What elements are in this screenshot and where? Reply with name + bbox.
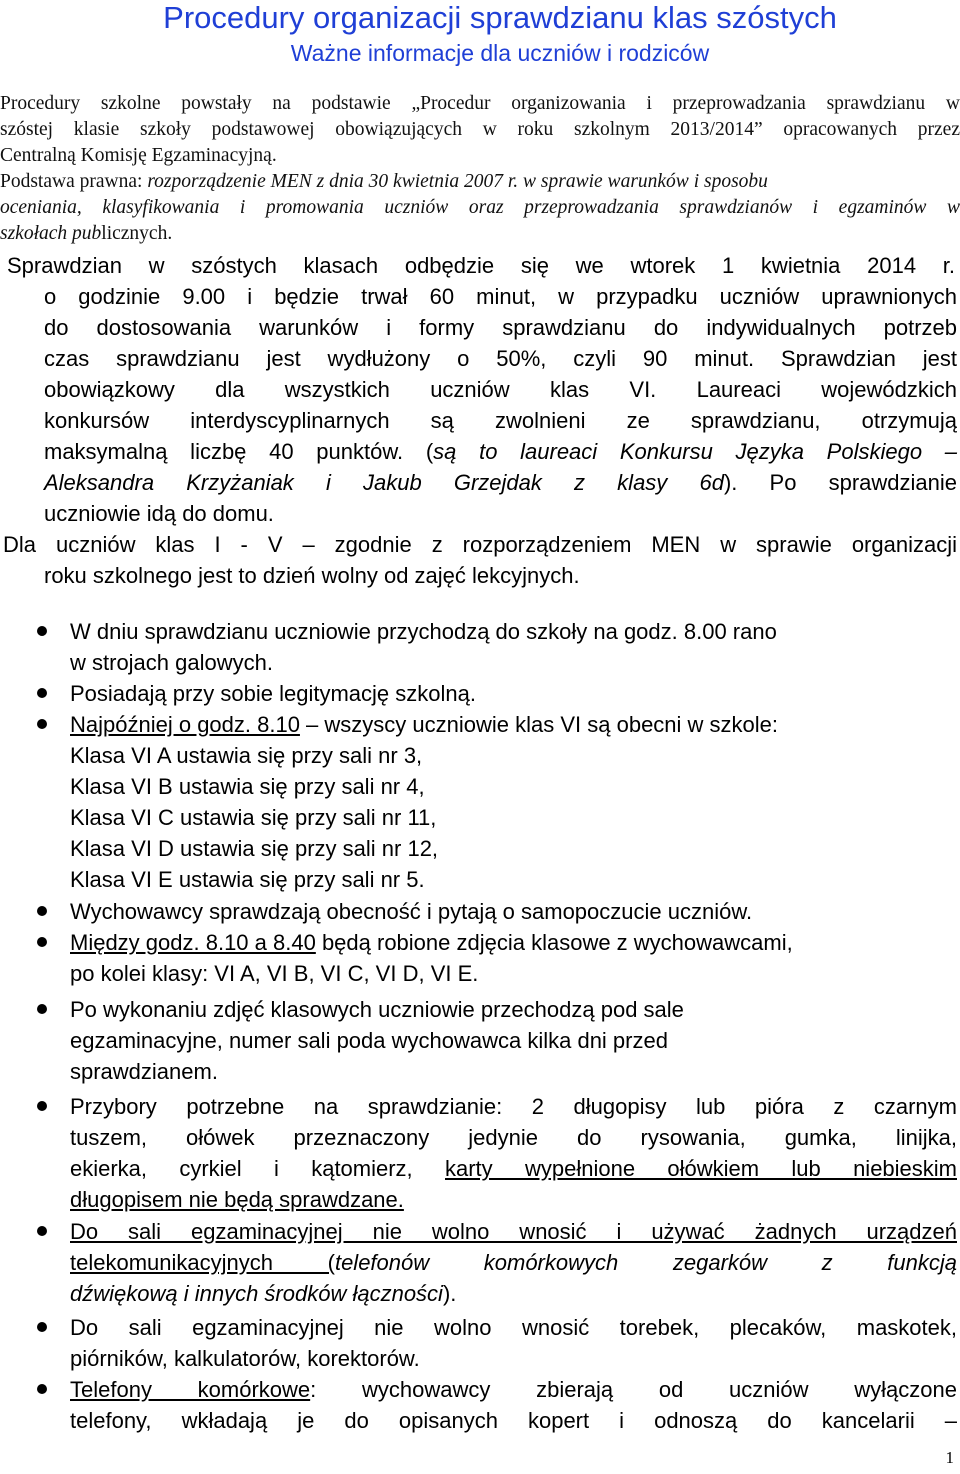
class-e-line: Klasa VI E ustawia się przy sali nr 5. [70, 867, 425, 892]
device-ban-2: telekomunikacyjnych ( [70, 1250, 335, 1275]
bullet-7-line-3 [70, 1153, 957, 1184]
bullet-1-dot [37, 626, 47, 636]
bullet-8-dot [37, 1226, 47, 1236]
bullet-6-line-1: Po wykonaniu zdjęć klasowych uczniowie przechodzą pod sale [70, 997, 684, 1022]
legal-basis-line-3 [0, 221, 960, 247]
legal-basis-line-1 [0, 169, 960, 195]
bullet-8-line-3 [70, 1278, 957, 1309]
laureates-names: Aleksandra Krzyżaniak i Jakub Grzejdak z klasy 6d [44, 470, 724, 495]
legal-basis-end: licznych. [101, 223, 173, 244]
bullet-10-line-1 [70, 1374, 957, 1405]
intro-line-3: Centralną Komisję Egzaminacyjną. [0, 145, 277, 166]
bullet-5-line-2: po kolei klasy: VI A, VI B, VI C, VI D, VI E. [70, 961, 479, 986]
class-b-line: Klasa VI B ustawia się przy sali nr 4, [70, 774, 425, 799]
legal-basis-text-3: szkołach pub [0, 223, 102, 244]
class-c-line: Klasa VI C ustawia się przy sali nr 11, [70, 805, 437, 830]
device-list: telefonów komórkowych zegarków z funkcją [334, 1250, 957, 1275]
bullet-2-dot [37, 688, 47, 698]
page-number: 1 [945, 1448, 954, 1467]
bullet-10-text: : wychowawcy zbierają od uczniów wyłączone [310, 1377, 957, 1402]
bullet-7-line-4 [70, 1184, 957, 1215]
bullet-6-line-3: sprawdzianem. [70, 1059, 218, 1084]
bullet-8-line-2 [70, 1247, 957, 1278]
device-list-2: dźwiękową i innych środków łączności [70, 1281, 443, 1306]
bullet-8-line-1 [70, 1216, 957, 1247]
bullet-7-text: ekierka, cyrkiel i kątomierz, [70, 1156, 445, 1181]
bullet-4-dot [37, 906, 47, 916]
main-line-8 [44, 467, 957, 498]
device-ban: Do sali egzaminacyjnej nie wolno wnosić i używać żadnych urządzeń [70, 1219, 957, 1244]
bullet-10-line-2: telefony, wkładają je do opisanych kopert i odnoszą do kancelarii – [70, 1408, 957, 1433]
bullet-6-dot [37, 1004, 47, 1014]
bullet-5-line-1 [70, 927, 957, 958]
legal-basis-text: rozporządzenie MEN z dnia 30 kwietnia 2007 r. w sprawie warunków i sposobu [147, 171, 768, 192]
bullet-9-dot [37, 1322, 47, 1332]
bullet-9-line-2: piórników, kalkulatorów, korektorów. [70, 1346, 420, 1371]
main-line-5: obowiązkowy dla wszystkich uczniów klas VI. Laureaci wojewódzkich [44, 377, 957, 402]
bullet-3-line-1 [70, 709, 957, 740]
bullet-1-line-2: w strojach galowych. [70, 650, 273, 675]
pencil-warning-end: długopisem nie będą sprawdzane. [70, 1187, 404, 1212]
legal-basis-text-2: oceniania, klasyfikowania i promowania uczniów oraz przeprowadzania sprawdzianów i egzaminów w [0, 197, 960, 218]
main-line-9: uczniowie idą do domu. [44, 501, 274, 526]
bullet-7-line-1: Przybory potrzebne na sprawdzianie: 2 długopisy lub pióra z czarnym [70, 1094, 957, 1119]
photo-time: Między godz. 8.10 a 8.40 [70, 930, 316, 955]
bullet-1-line-1: W dniu sprawdzianu uczniowie przychodzą do szkoły na godz. 8.00 rano [70, 619, 777, 644]
bullet-8-end: ). [442, 1281, 457, 1306]
main-line-2: o godzinie 9.00 i będzie trwał 60 minut, w przypadku uczniów uprawnionych [44, 284, 957, 309]
arrival-time: Najpóźniej o godz. 8.10 [70, 712, 300, 737]
pencil-warning: karty wypełnione ołówkiem lub niebieskim [445, 1156, 957, 1181]
bullet-9-line-1: Do sali egzaminacyjnej nie wolno wnosić torebek, plecaków, maskotek, [70, 1315, 957, 1340]
main-line-7-text: maksymalną liczbę 40 punktów. ( [44, 439, 434, 464]
page-title: Procedury organizacji sprawdzianu klas szóstych [163, 0, 837, 35]
class-a-line: Klasa VI A ustawia się przy sali nr 3, [70, 743, 423, 768]
free-day-line-1: Dla uczniów klas I - V – zgodnie z rozporządzeniem MEN w sprawie organizacji [3, 532, 957, 557]
bullet-2-line-1: Posiadają przy sobie legitymację szkolną. [70, 681, 476, 706]
bullet-3-dot [37, 719, 47, 729]
phones-label: Telefony komórkowe [70, 1377, 311, 1402]
bullet-3-text: – wszyscy uczniowie klas VI są obecni w szkole: [299, 712, 779, 737]
main-line-4: czas sprawdzianu jest wydłużony o 50%, czyli 90 minut. Sprawdzian jest [44, 346, 957, 371]
main-line-8-text: ). Po sprawdzianie [723, 470, 957, 495]
page-subtitle: Ważne informacje dla uczniów i rodziców [290, 40, 710, 66]
legal-basis-label: Podstawa prawna: [0, 171, 148, 192]
main-line-6: konkursów interdyscyplinarnych są zwolnieni ze sprawdzianu, otrzymują [44, 408, 957, 433]
intro-line-1: Procedury szkolne powstały na podstawie „Procedur organizowania i przeprowadzania sprawdzianu w [0, 93, 960, 114]
main-line-7 [44, 436, 957, 467]
bullet-6-line-2: egzaminacyjne, numer sali poda wychowawca kilka dni przed [70, 1028, 668, 1053]
bullet-4-line-1: Wychowawcy sprawdzają obecność i pytają o samopoczucie uczniów. [70, 899, 753, 924]
main-line-3: do dostosowania warunków i formy sprawdzianu do indywidualnych potrzeb [44, 315, 957, 340]
bullet-7-dot [37, 1101, 47, 1111]
bullet-7-line-2: tuszem, ołówek przeznaczony jedynie do rysowania, gumka, linijka, [70, 1125, 957, 1150]
intro-line-2: szóstej klasie szkoły podstawowej obowiązujących w roku szkolnym 2013/2014” opracowanych przez [0, 119, 960, 140]
bullet-5-text: będą robione zdjęcia klasowe z wychowawcami, [315, 930, 793, 955]
bullet-10-dot [37, 1384, 47, 1394]
laureates-italic: są to laureaci Konkursu Języka Polskiego – [433, 439, 957, 464]
legal-basis-line-2 [0, 195, 960, 221]
bullet-5-dot [37, 937, 47, 947]
free-day-line-2: roku szkolnego jest to dzień wolny od zajęć lekcyjnych. [44, 563, 580, 588]
class-d-line: Klasa VI D ustawia się przy sali nr 12, [70, 836, 439, 861]
main-line-1: Sprawdzian w szóstych klasach odbędzie się we wtorek 1 kwietnia 2014 r. [7, 253, 955, 278]
